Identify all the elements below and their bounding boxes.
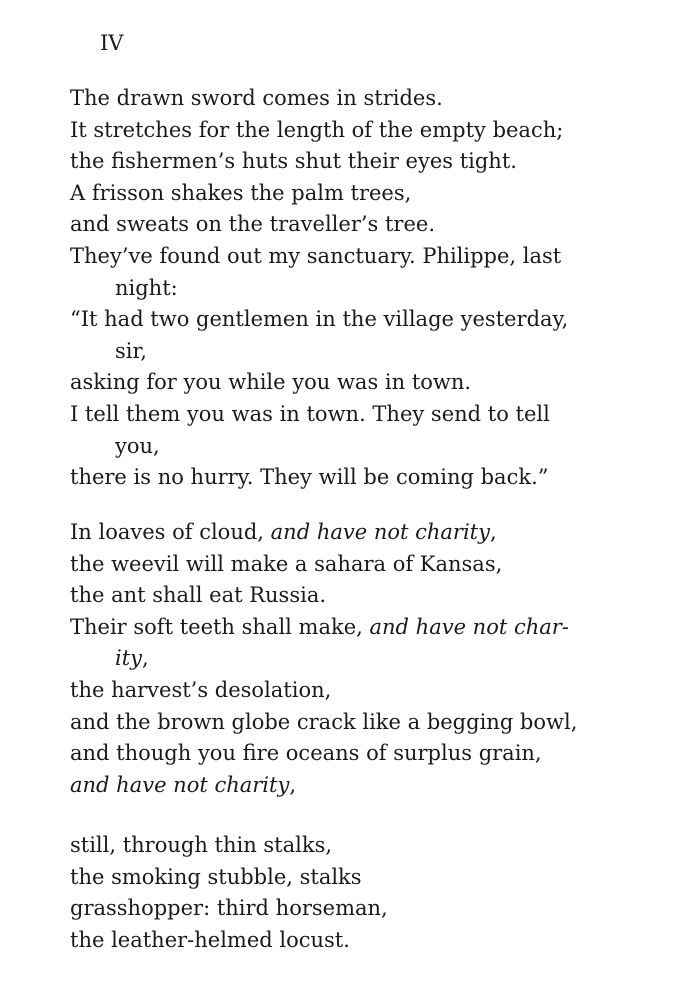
poem-line: The drawn sword comes in strides. <box>70 86 443 110</box>
poem-text: Their soft teeth shall make, <box>70 614 370 639</box>
poem-line: asking for you while you was in town. <box>70 370 472 395</box>
section-number: IV <box>100 31 124 55</box>
poem-line: grasshopper: third horseman, <box>70 896 388 921</box>
poem-line <box>70 517 690 549</box>
poem-line: A frisson shakes the palm trees, <box>70 180 412 205</box>
poem-line: and the brown globe crack like a begging bowl, <box>70 709 578 734</box>
poem-line: the ant shall eat Russia. <box>70 583 327 608</box>
poem-line: They’ve found out my sanctuary. Philippe, last <box>70 243 562 268</box>
poem-line: and though you fire oceans of surplus grain, <box>70 741 542 766</box>
poem-line: the leather-helmed locust. <box>70 927 350 952</box>
poem-line: It stretches for the length of the empty beach; <box>70 117 564 142</box>
poem-line: the smoking stubble, stalks <box>70 864 362 889</box>
poem-line: “It had two gentlemen in the village yesterday, <box>70 307 569 332</box>
poem-line <box>70 770 690 802</box>
poem-text-italic: ity <box>115 646 143 671</box>
poem-line: the weevil will make a sahara of Kansas, <box>70 551 503 576</box>
poem-text: , <box>289 772 297 797</box>
poem-line: and sweats on the traveller’s tree. <box>70 212 435 237</box>
poem-line: still, through thin stalks, <box>70 833 333 857</box>
poem-line-continuation: night: <box>115 275 178 300</box>
poem-text-italic: and have not char- <box>369 614 569 639</box>
poem-line <box>70 612 690 644</box>
poem-line: the harvest’s desolation, <box>70 677 332 702</box>
poem-line: I tell them you was in town. They send to tell <box>70 401 550 426</box>
poem-text: , <box>489 520 497 544</box>
poem-line: there is no hurry. They will be coming back.” <box>70 465 549 490</box>
poem-line: the fishermen’s huts shut their eyes tight. <box>70 149 517 174</box>
stanza-1 <box>70 83 690 494</box>
poem-line-continuation: sir, <box>115 338 147 363</box>
stanza-3 <box>70 830 690 956</box>
poem-line-continuation: you, <box>115 433 160 458</box>
poem-line-continuation <box>70 643 690 675</box>
stanza-2 <box>70 517 690 801</box>
poem-text: , <box>142 646 149 671</box>
poem-text-italic: and have not charity <box>270 520 490 544</box>
poem-text: In loaves of cloud, <box>70 520 271 544</box>
poem-text-italic: and have not charity <box>70 772 290 797</box>
